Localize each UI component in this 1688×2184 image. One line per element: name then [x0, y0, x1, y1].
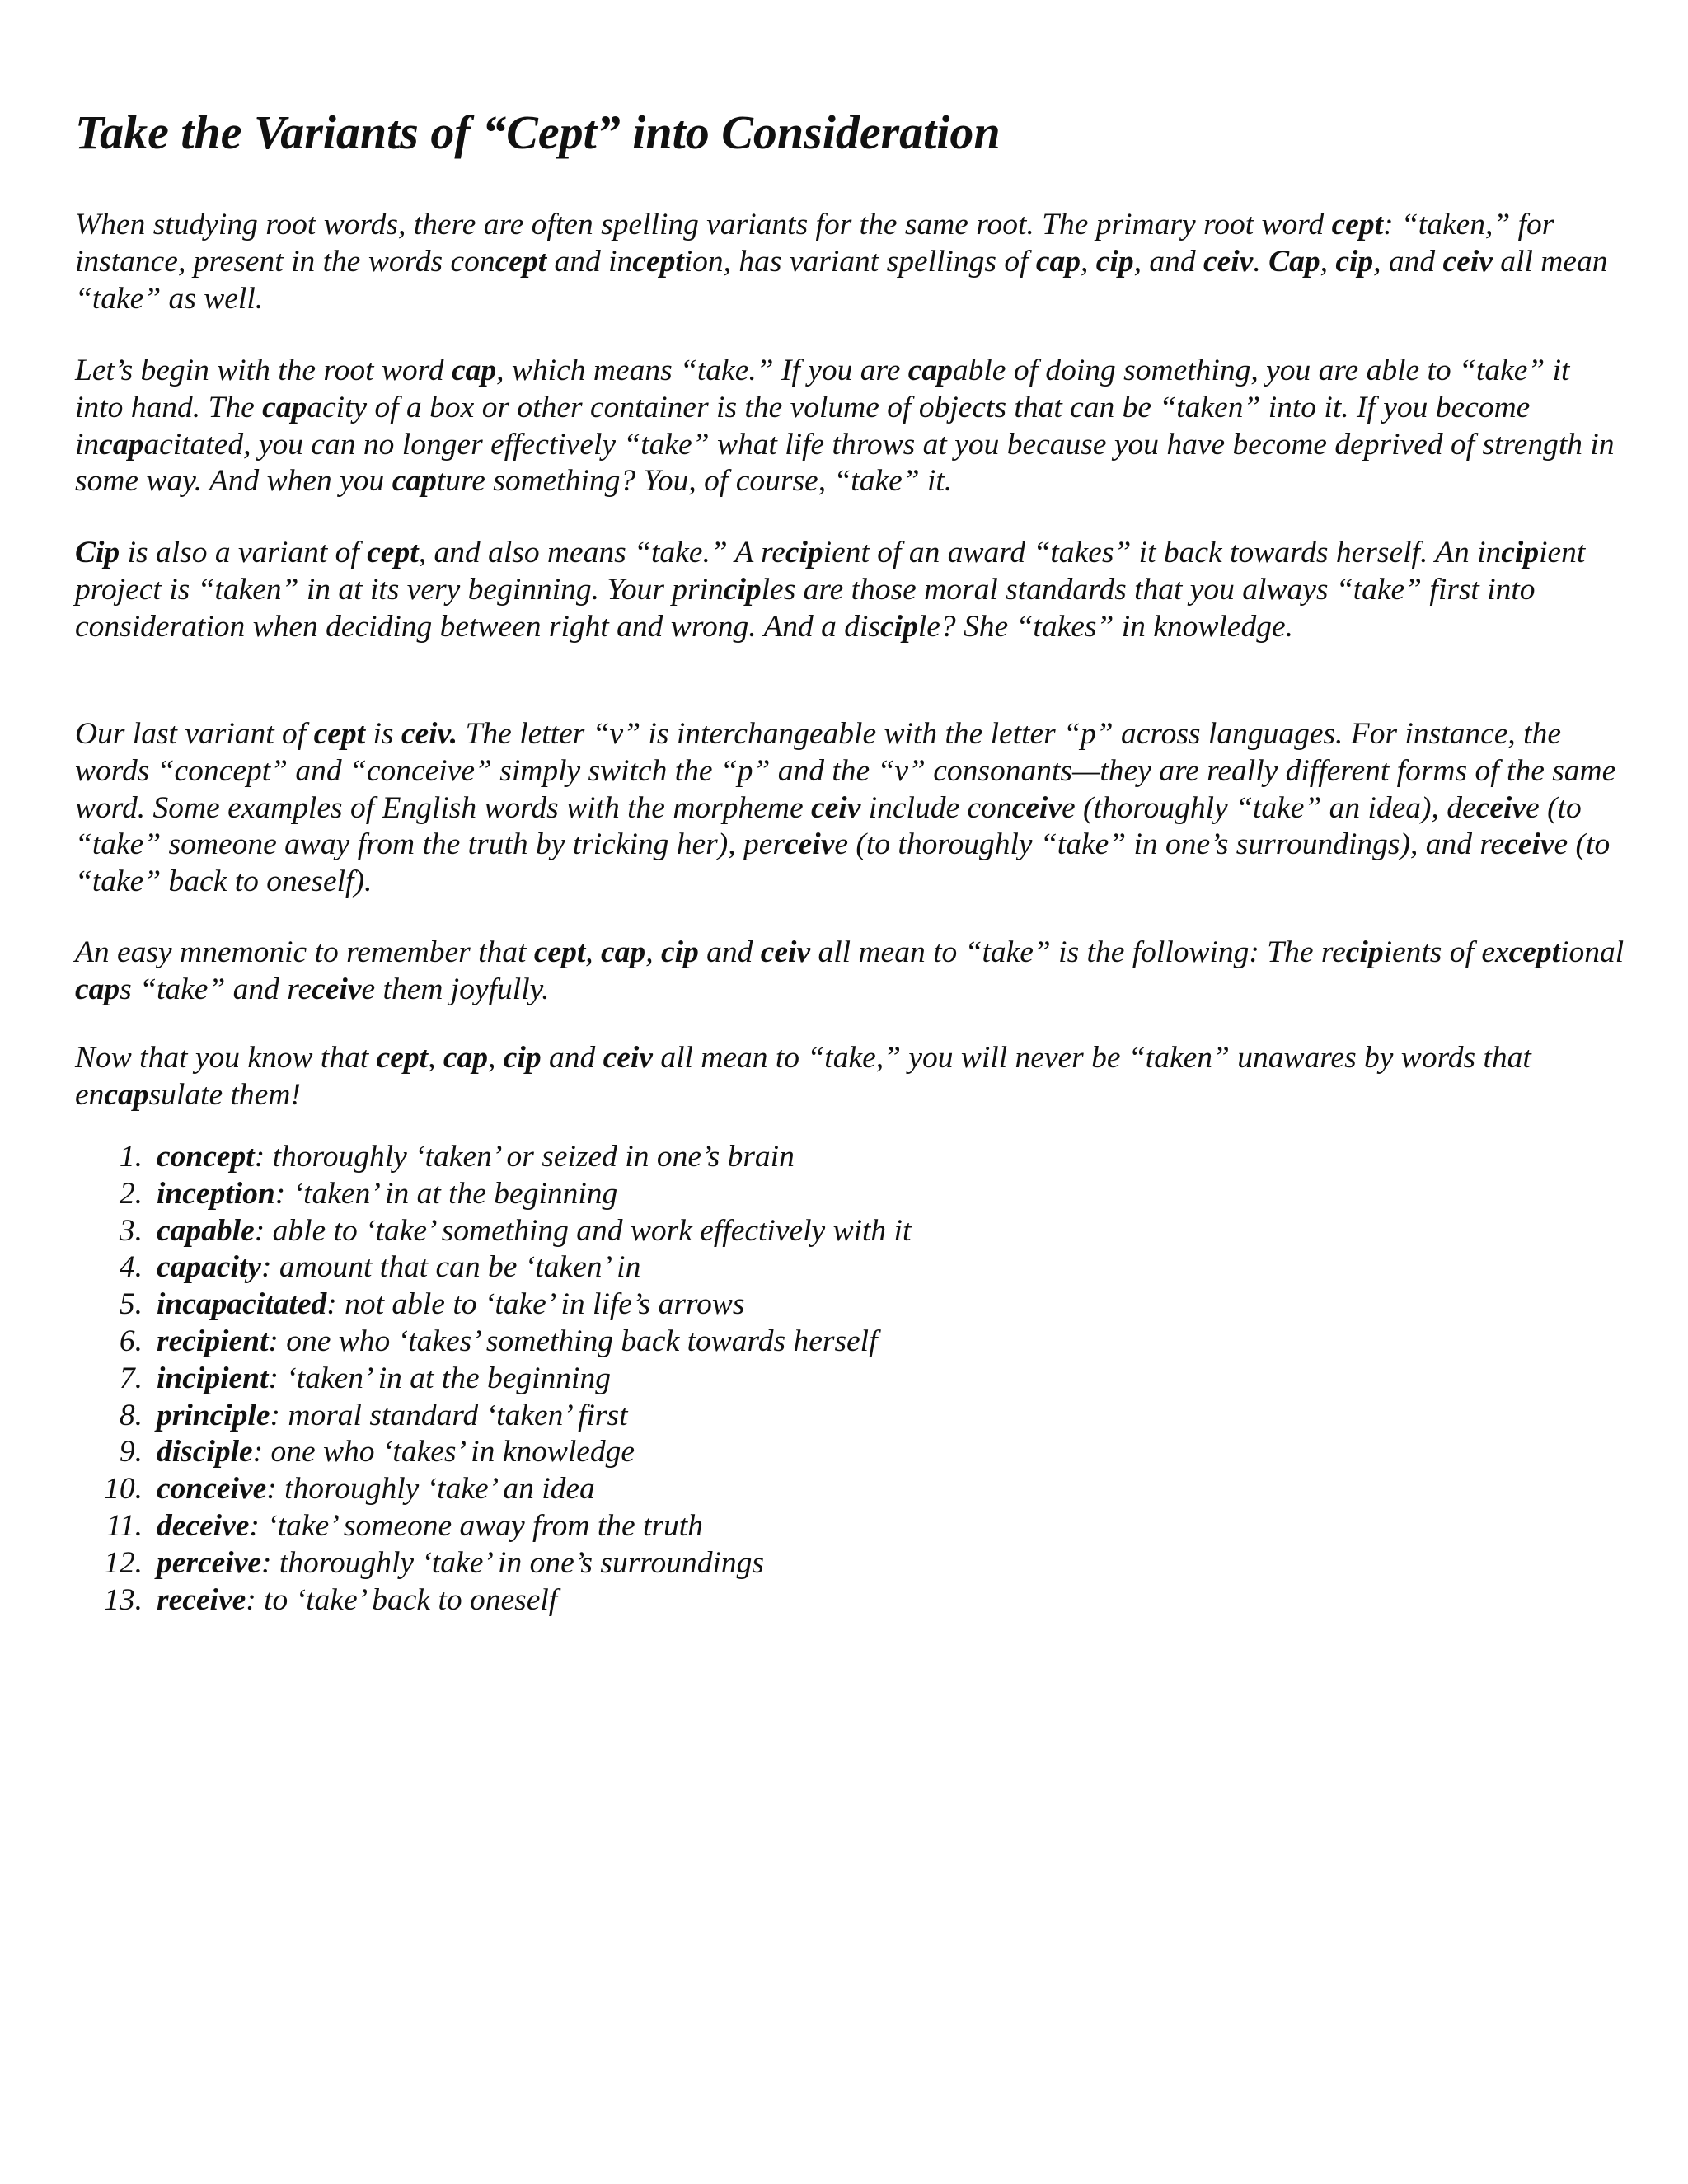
text-run: acity of a box or other container is the volume of objects that can be “taken” into it. If you become in	[75, 390, 1531, 462]
text-run: The letter “v” is interchangeable with the letter “p” across languages. For instance, the words “concept” and “conceive” simply switch the “p” and the “v” consonants—they are really different forms of the same word. Some examples of English words with the morpheme	[75, 717, 1616, 825]
list-term: incipient	[157, 1361, 269, 1395]
text-run: ional	[1560, 935, 1625, 969]
bold-root: ceiv.	[401, 717, 458, 751]
list-number: 13.	[104, 1582, 143, 1617]
bold-root: cept	[632, 244, 684, 279]
list-number: 1.	[119, 1140, 143, 1174]
list-number: 6.	[119, 1324, 143, 1358]
list-term: incapacitated	[157, 1287, 327, 1322]
list-definition: : thoroughly ‘take’ in one’s surroundings	[260, 1545, 765, 1580]
list-number: 9.	[119, 1435, 143, 1469]
bold-root: cap	[104, 1077, 149, 1112]
list-item	[75, 1434, 911, 1471]
list-definition: : ‘taken’ in at the beginning	[274, 1176, 618, 1211]
list-term: inception	[157, 1176, 275, 1211]
bold-root: ceiv	[312, 972, 362, 1006]
list-item	[75, 1249, 911, 1286]
text-run: , and	[1373, 244, 1443, 279]
bold-root: ceiv	[603, 1041, 653, 1075]
bold-root: cip	[1095, 244, 1134, 279]
bold-root: cap	[451, 354, 497, 387]
list-item	[75, 1286, 911, 1324]
text-run: is	[365, 717, 401, 751]
list-term: deceive	[157, 1508, 250, 1543]
bold-root: cap	[907, 354, 953, 387]
list-term: concept	[157, 1140, 255, 1174]
list-number: 2.	[119, 1176, 143, 1211]
text-run: ,	[428, 1041, 443, 1075]
list-item	[75, 1545, 911, 1582]
text-run: and in	[546, 244, 633, 279]
text-run: ,	[645, 935, 661, 969]
text-run: e (to “take” someone away from the truth by tricking her), per	[75, 790, 1582, 862]
list-definition: : to ‘take’ back to oneself	[246, 1582, 558, 1617]
bold-root: ceiv	[1475, 790, 1526, 825]
bold-root: ceiv	[1442, 244, 1493, 279]
list-item	[75, 1582, 911, 1619]
text-run: , and also means “take.” A re	[418, 536, 785, 569]
text-run: and	[541, 1041, 603, 1075]
definition-list	[75, 1139, 911, 1619]
list-definition: : thoroughly ‘taken’ or seized in one’s brain	[254, 1140, 795, 1174]
list-number: 5.	[119, 1287, 143, 1322]
list-definition: : moral standard ‘taken’ first	[270, 1398, 628, 1432]
text-run: Let’s begin with the root word	[75, 354, 452, 387]
list-term: recipient	[157, 1324, 269, 1358]
list-number: 8.	[119, 1398, 143, 1432]
text-run: all mean “take” as well.	[75, 244, 1608, 316]
text-run: is also a variant of	[120, 536, 368, 569]
text-run: include con	[860, 790, 1012, 825]
paragraph-ceiv	[75, 716, 1625, 901]
bold-root: cap	[75, 972, 120, 1006]
list-item	[75, 1471, 911, 1508]
paragraph-conclusion	[75, 1040, 1625, 1114]
bold-root: cap	[262, 390, 307, 424]
list-term: principle	[157, 1398, 270, 1432]
list-item	[75, 1398, 911, 1435]
bold-root: ceiv	[784, 827, 835, 862]
text-run: les are those moral standards that you always “take” first into consideration when deciding between right and wrong. And a dis	[75, 572, 1536, 644]
bold-root: cap	[392, 464, 437, 499]
bold-root: Cap	[1268, 244, 1320, 279]
list-item	[75, 1176, 911, 1213]
list-number: 11.	[106, 1508, 143, 1543]
text-run: , and	[1133, 244, 1203, 279]
list-definition: : one who ‘takes’ in knowledge	[252, 1435, 635, 1469]
bold-root: cept	[533, 935, 586, 969]
bold-root: cept	[1508, 935, 1561, 969]
bold-root: ceiv	[760, 935, 811, 969]
text-run: ,	[585, 935, 602, 969]
list-term: receive	[157, 1582, 246, 1617]
paragraph-intro	[75, 207, 1625, 317]
bold-root: cip	[503, 1041, 542, 1075]
bold-root: cept	[313, 717, 366, 751]
bold-root: cip	[723, 572, 762, 607]
text-run: Our last variant of	[75, 717, 314, 751]
text-run: le? She “takes” in knowledge.	[917, 609, 1293, 644]
text-run: ,	[488, 1041, 504, 1075]
paragraph-cip	[75, 535, 1625, 645]
list-item	[75, 1139, 911, 1176]
list-item	[75, 1324, 911, 1361]
bold-root: cept	[367, 536, 419, 569]
list-number: 10.	[104, 1472, 143, 1507]
text-run: ,	[1320, 244, 1336, 279]
paragraph-cap	[75, 353, 1625, 500]
bold-root: ceiv	[811, 790, 861, 825]
text-run: e (to “take” back to oneself).	[75, 827, 1611, 899]
bold-root: cip	[1345, 935, 1384, 969]
text-run: s “take” and re	[120, 972, 312, 1006]
bold-root: cip	[785, 536, 823, 569]
list-item	[75, 1213, 911, 1250]
text-run: and	[698, 935, 761, 969]
text-run: Now that you know that	[75, 1041, 377, 1075]
text-run: An easy mnemonic to remember that	[75, 935, 534, 969]
text-run: , which means “take.” If you are	[496, 354, 908, 387]
bold-root: ceiv	[1203, 244, 1254, 279]
list-definition: : not able to ‘take’ in life’s arrows	[326, 1287, 745, 1322]
list-definition: : amount that can be ‘taken’ in	[261, 1250, 641, 1285]
bold-root: cap	[99, 427, 144, 462]
list-item	[75, 1508, 911, 1545]
text-run: able of doing something, you are able to “take” it into hand. The	[75, 354, 1570, 424]
text-run: .	[1253, 244, 1269, 279]
list-term: disciple	[157, 1435, 253, 1469]
bold-root: Cip	[75, 536, 120, 569]
text-run: e them joyfully.	[361, 972, 550, 1006]
bold-root: cip	[880, 609, 918, 644]
bold-root: cept	[1331, 208, 1384, 241]
text-run: ient of an award “takes” it back towards herself. An in	[823, 536, 1502, 569]
bold-root: cap	[601, 935, 646, 969]
list-definition: : ‘take’ someone away from the truth	[249, 1508, 703, 1543]
text-run: ient project is “taken” in at its very beginning. Your prin	[75, 536, 1586, 607]
text-run: acitated, you can no longer effectively “take” what life throws at you because you have become deprived of strength in some way. And when you	[75, 427, 1615, 499]
bold-root: cip	[660, 935, 699, 969]
bold-root: cip	[1501, 536, 1540, 569]
text-run: ients of ex	[1383, 935, 1509, 969]
list-item	[75, 1361, 911, 1398]
text-run: ture something? You, of course, “take” it.	[436, 464, 953, 499]
list-number: 7.	[119, 1361, 143, 1395]
list-term: conceive	[157, 1472, 267, 1507]
bold-root: cept	[495, 244, 547, 279]
list-term: capable	[157, 1213, 255, 1248]
bold-root: cap	[443, 1041, 488, 1075]
text-run: all mean to “take,” you will never be “taken” unawares by words that en	[75, 1041, 1531, 1112]
list-definition: : one who ‘takes’ something back towards herself	[268, 1324, 878, 1358]
list-term: capacity	[157, 1250, 262, 1285]
page-title: Take the Variants of “Cept” into Consideration	[75, 105, 1001, 159]
list-definition: : able to ‘take’ something and work effectively with it	[254, 1213, 912, 1248]
text-run: all mean to “take” is the following: The re	[810, 935, 1346, 969]
bold-root: cap	[1035, 244, 1081, 279]
bold-root: ceiv	[1504, 827, 1554, 862]
bold-root: ceiv	[1011, 790, 1062, 825]
text-run: e (thoroughly “take” an idea), de	[1062, 790, 1476, 825]
text-run: ,	[1081, 244, 1096, 279]
text-run: sulate them!	[148, 1077, 301, 1112]
list-number: 4.	[119, 1250, 143, 1285]
text-run: When studying root words, there are often spelling variants for the same root. The primary root word	[75, 208, 1332, 241]
list-number: 3.	[119, 1213, 143, 1248]
list-definition: : thoroughly ‘take’ an idea	[266, 1472, 595, 1507]
bold-root: cip	[1335, 244, 1374, 279]
list-number: 12.	[104, 1545, 143, 1580]
list-term: perceive	[157, 1545, 261, 1580]
paragraph-mnemonic	[75, 935, 1625, 1009]
text-run: ion, has variant spellings of	[683, 244, 1036, 279]
bold-root: cept	[376, 1041, 429, 1075]
list-definition: : ‘taken’ in at the beginning	[268, 1361, 611, 1395]
text-run: e (to thoroughly “take” in one’s surroundings), and re	[834, 827, 1505, 862]
text-run: : “taken,” for instance, present in the words con	[75, 208, 1554, 279]
